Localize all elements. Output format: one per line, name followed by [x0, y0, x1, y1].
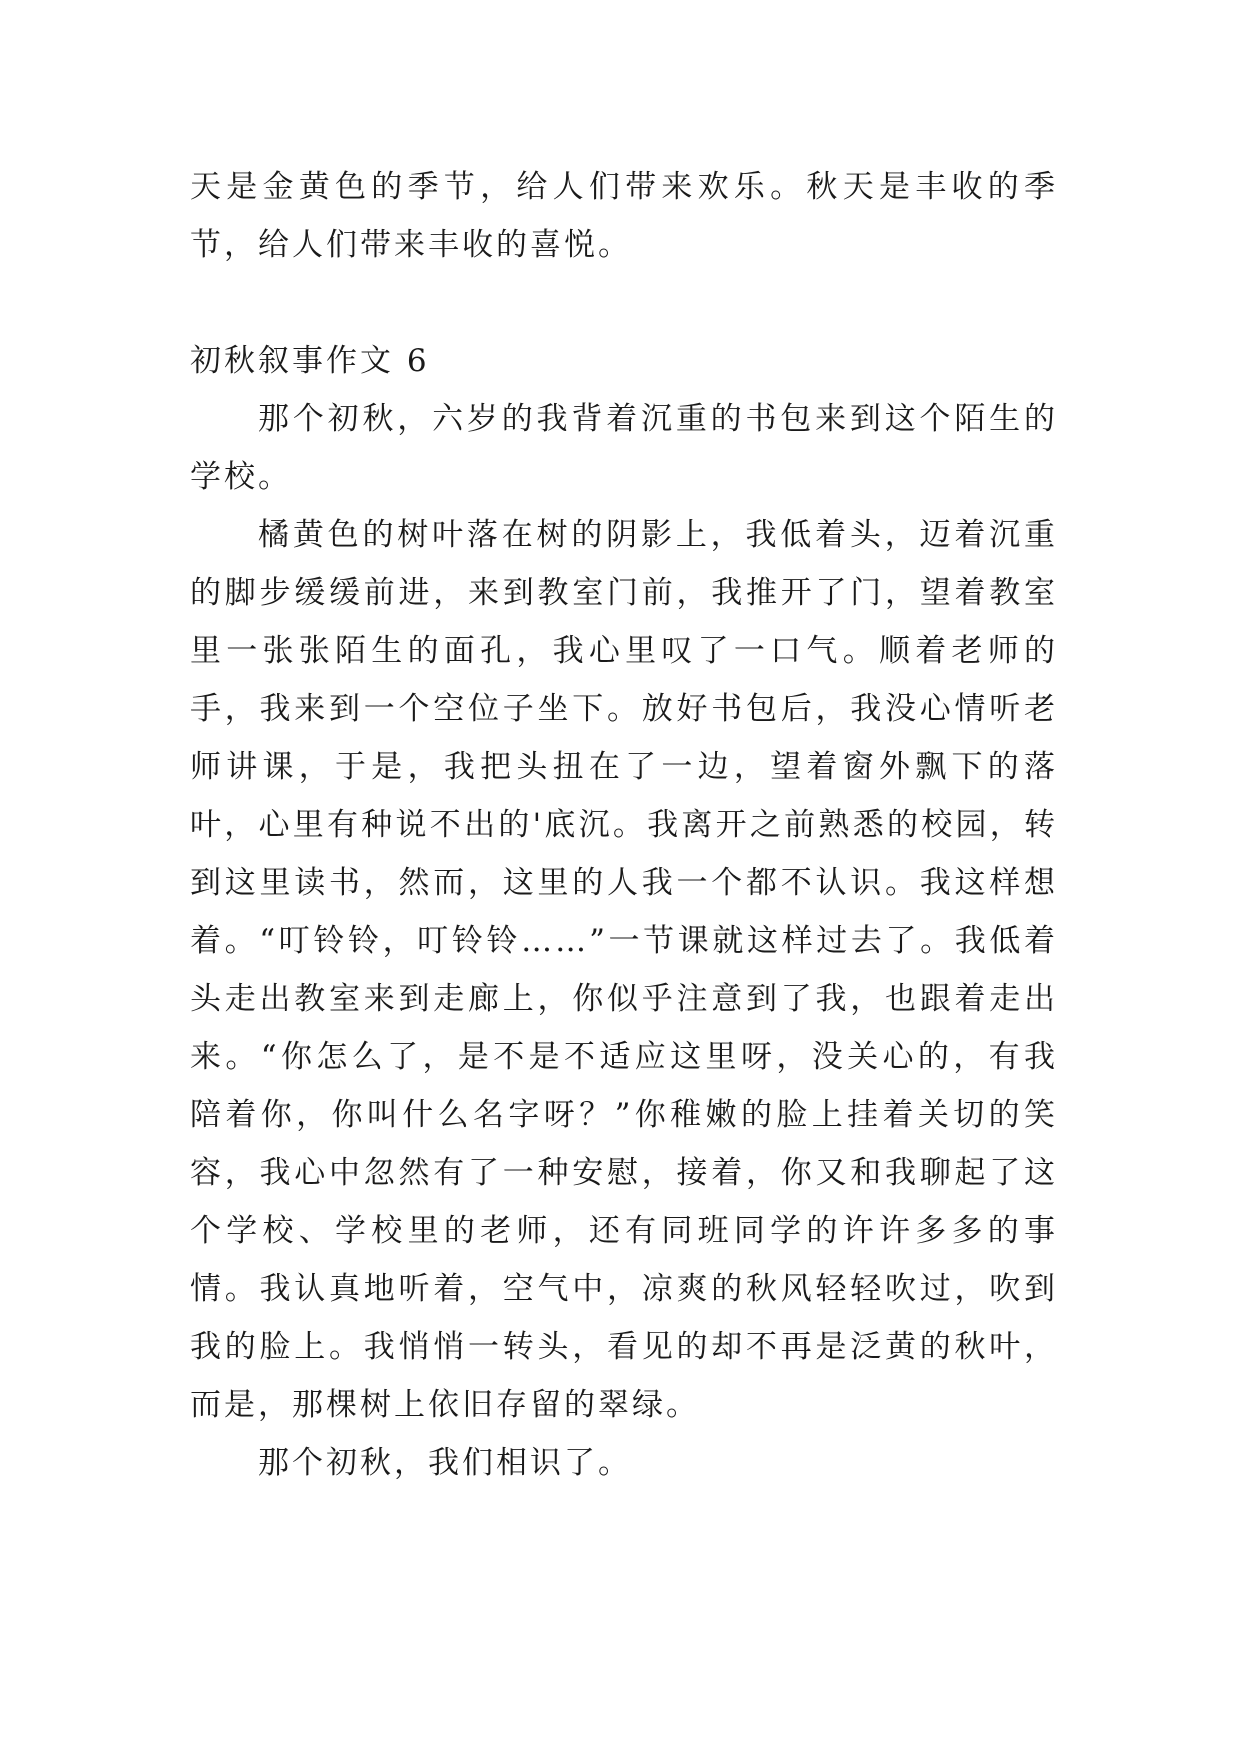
document-body — [190, 158, 1058, 1492]
intro-paragraph: 天是金黄色的季节，给人们带来欢乐。秋天是丰收的季节，给人们带来丰收的喜悦。 — [190, 169, 1058, 263]
body-paragraph-1: 那个初秋，六岁的我背着沉重的书包来到这个陌生的学校。 — [190, 401, 1058, 495]
essay-title: 初秋叙事作文 6 — [190, 343, 430, 379]
body-paragraph-3: 那个初秋，我们相识了。 — [258, 1445, 632, 1481]
body-paragraph-2: 橘黄色的树叶落在树的阴影上，我低着头，迈着沉重的脚步缓缓前进，来到教室门前，我推开了门，望着教室里一张张陌生的面孔，我心里叹了一口气。顺着老师的手，我来到一个空位子坐下。放好书包后，我没心情听老师讲课，于是，我把头扭在了一边，望着窗外飘下的落叶，心里有种说不出的'底沉。我离开之前熟悉的校园，转到这里读书，然而，这里的人我一个都不认识。我这样想着。“叮铃铃，叮铃铃……”一节课就这样过去了。我低着头走出教室来到走廊上，你似乎注意到了我，也跟着走出来。“你怎么了，是不是不适应这里呀，没关心的，有我陪着你，你叫什么名字呀？”你稚嫩的脸上挂着关切的笑容，我心中忽然有了一种安慰，接着，你又和我聊起了这个学校、学校里的老师，还有同班同学的许许多多的事情。我认真地听着，空气中，凉爽的秋风轻轻吹过，吹到我的脸上。我悄悄一转头，看见的却不再是泛黄的秋叶，而是，那棵树上依旧存留的翠绿。 — [190, 517, 1058, 1423]
